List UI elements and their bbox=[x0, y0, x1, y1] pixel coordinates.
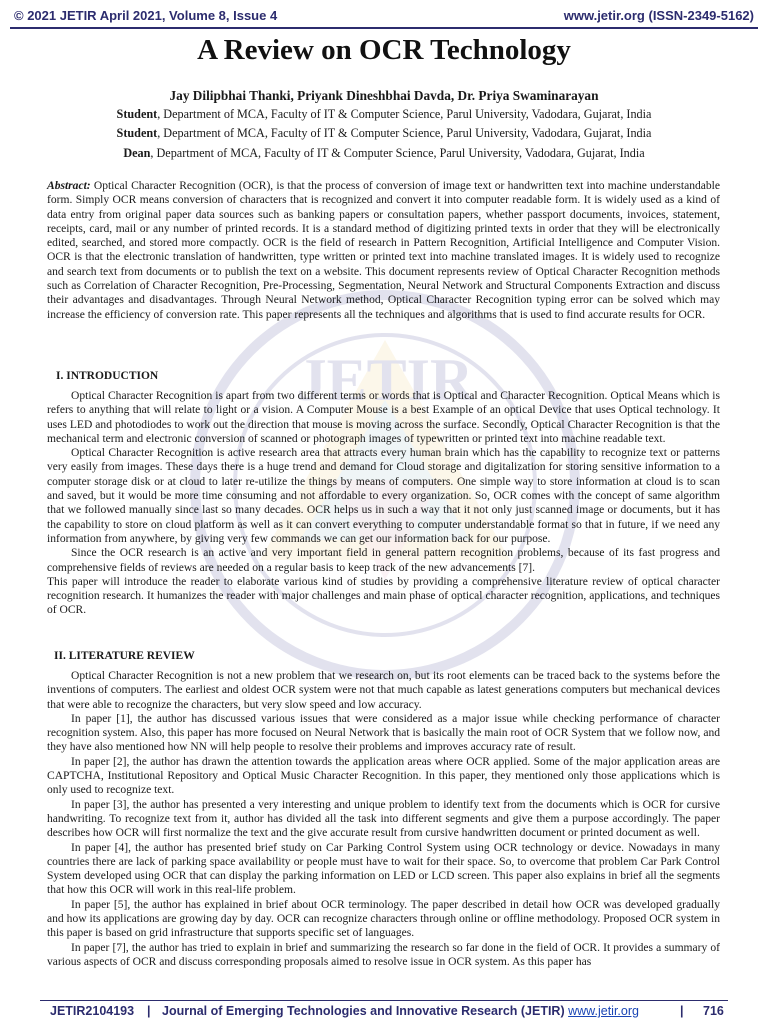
paragraph: In paper [5], the author has explained in brief about OCR terminology. The paper described in detail how OCR was developed gradually and how its applications are growing day by day. OCR can recognize characters through online or offline methodology. Proposed OCR system in this paper is based on grid infrastructure that supports specific set of languages. bbox=[47, 898, 720, 940]
header-divider bbox=[10, 27, 758, 29]
abstract bbox=[47, 179, 720, 322]
paragraph: In paper [3], the author has presented a very interesting and unique problem to identify text from the documents which is OCR for cursive handwriting. To recognize text from it, author has divided all the task into different segments and give them a purpose accordingly. The paper describes how OCR will first normalize the text and the give accurate result from cursive handwritten document or printed document as well. bbox=[47, 798, 720, 840]
paragraph: In paper [2], the author has drawn the attention towards the application areas where OCR applied. Some of the major application areas are CAPTCHA, Institutional Repository and Optical Music Character Recognition. In this paper, they mentioned only those applications which is only used to recognize text. bbox=[47, 755, 720, 797]
paper-title: A Review on OCR Technology bbox=[197, 34, 571, 66]
footer-journal-name: Journal of Emerging Technologies and Innovative Research (JETIR) www.jetir.org bbox=[162, 1004, 639, 1018]
watermark-text: JETIR bbox=[296, 347, 474, 413]
header-website-issn: www.jetir.org (ISSN-2349-5162) bbox=[563, 8, 754, 23]
paragraph: In paper [7], the author has tried to explain in brief and summarizing the research so far done in the field of OCR. It provides a summary of various aspects of OCR and discuss corresponding proposals aimed to resolve issue in OCR system. As this paper has bbox=[47, 941, 720, 968]
paragraph: Optical Character Recognition is active research area that attracts every human brain which has the capability to recognize text or patterns very easily from images. These days there is a huge trend and demand for Cloud storage and digitalization for storing sensitive information to a computer storage disk or at cloud to later re-utilize the things by means of computers. One simple way to store information at cloud is to scan and saved, but it would be more time consuming and not affordable to every organization. So, OCR comes with the concept of same algorithm that we followed manually since last so many decades. OCR helps us in such a way that it not only just scanned image or documents, but it has the capability to store on cloud platform as well as it can convert everything to computer understandable format so that in future, if we need any information from anywhere, by giving very few commands we can get our information back for our purpose. bbox=[47, 447, 720, 545]
paragraph: Optical Character Recognition is not a new problem that we research on, but its root elements can be traced back to the systems before the inventions of computers. The earliest and oldest OCR system were not that much capable as latest generations computers but mechanical devices that were able to recognize the characters, but very slow speed and low accuracy. bbox=[47, 670, 720, 711]
footer-separator: | bbox=[147, 1004, 151, 1018]
affiliation-2: Student, Department of MCA, Faculty of IT & Computer Science, Parul University, Vadodara, Gujarat, India bbox=[116, 126, 652, 140]
section-heading-literature-review: II. LITERATURE REVIEW bbox=[54, 650, 195, 662]
literature-review-body bbox=[47, 669, 720, 969]
page-number: 716 bbox=[703, 1004, 724, 1018]
paragraph: Optical Character Recognition is apart from two different terms or words that is Optical and Character Recognition. Optical Means which is refers to anything that will relate to light or a vision. A Computer Mouse is a best Example of an optical Device that uses Optical technology. It uses LED and photodiodes to work out the direction that mouse is moving across the surface. Secondly, Optical Character Recognition is that the mechanical term and electronic conversion of scanned or photograph images of typewritten or printed text into machine readable text. bbox=[47, 390, 720, 445]
paragraph: Since the OCR research is an active and very important field in general pattern recognition problems, because of its fast progress and comprehensive fields of reviews are needed on a regular basis to keep track of the new advancements [7]. bbox=[47, 547, 720, 574]
section-heading-introduction: I. INTRODUCTION bbox=[56, 370, 159, 382]
paragraph: This paper will introduce the reader to elaborate various kind of studies by providing a comprehensive literature review of optical character recognition research. It humanizes the reader with major challenges and main phase of optical character recognition, applications, and techniques of OCR. bbox=[47, 575, 720, 617]
affiliation-3: Dean, Department of MCA, Faculty of IT & Computer Science, Parul University, Vadodara, Gujarat, India bbox=[123, 146, 645, 160]
footer-website-link[interactable]: www.jetir.org bbox=[568, 1004, 639, 1018]
abstract-label: Abstract: bbox=[47, 180, 91, 192]
paragraph: In paper [4], the author has presented brief study on Car Parking Control System using OCR technology or device. Nowadays in many countries there are lack of parking space availability or people must have to wait for their space. So, to overcome that problem Car Park Control System developed using OCR that can display the parking information on LED or LCD screen. This paper also explains in brief all the segments that how this OCR will work in this real-life problem. bbox=[47, 841, 720, 897]
header-journal-issue: © 2021 JETIR April 2021, Volume 8, Issue 4 bbox=[14, 8, 278, 23]
abstract-text: Optical Character Recognition (OCR), is that the process of conversion of image text or handwritten text into machine understandable form. Simply OCR means conversion of characters that is recognized and convert it into computer readable form. It is widely used as a kind of data entry from original paper data sources such as banking papers or consultation papers, whether passport documents, invoices, statement, receipts, card, mail or any number of printed records. It is a standard method of digitizing printed texts in order that they will be electronically edited, searched, and stored more compactly. OCR is the field of research in Pattern Recognition, Artificial Intelligence and Computer Vision. OCR is that the electronic translation of handwritten, type written or printed text into machine translated images. It is widely used to recognize and search text from documents or to publish the text on a website. This document represents review of Optical Character Recognition methods such as Correlation of Character Recognition, Pre-Processing, Segmentation, Neural Network and Structural Components Extraction and discuss their advantages and disadvantages. Through Neural Network method, Optical Character Recognition typing error can be solved which may increase the efficiency of conversion rate. This paper represents all the techniques and algorithms that is used to find accurate results for OCR. bbox=[47, 180, 720, 321]
footer-divider bbox=[40, 1000, 728, 1001]
footer-paper-id: JETIR2104193 bbox=[50, 1004, 135, 1018]
footer-separator: | bbox=[680, 1004, 684, 1018]
author-list: Jay Dilipbhai Thanki, Priyank Dineshbhai Davda, Dr. Priya Swaminarayan bbox=[169, 88, 599, 103]
affiliation-1: Student, Department of MCA, Faculty of IT & Computer Science, Parul University, Vadodara, Gujarat, India bbox=[116, 107, 652, 121]
introduction-body bbox=[47, 389, 720, 618]
paragraph: In paper [1], the author has discussed various issues that were considered as a major issue while checking performance of character recognition system. Also, this paper has more focused on Neural Network that is basically the main root of OCR System that we follow now, and they have also mentioned how NN will help people to resolve their problems and improves accuracy rate of result. bbox=[47, 712, 720, 754]
